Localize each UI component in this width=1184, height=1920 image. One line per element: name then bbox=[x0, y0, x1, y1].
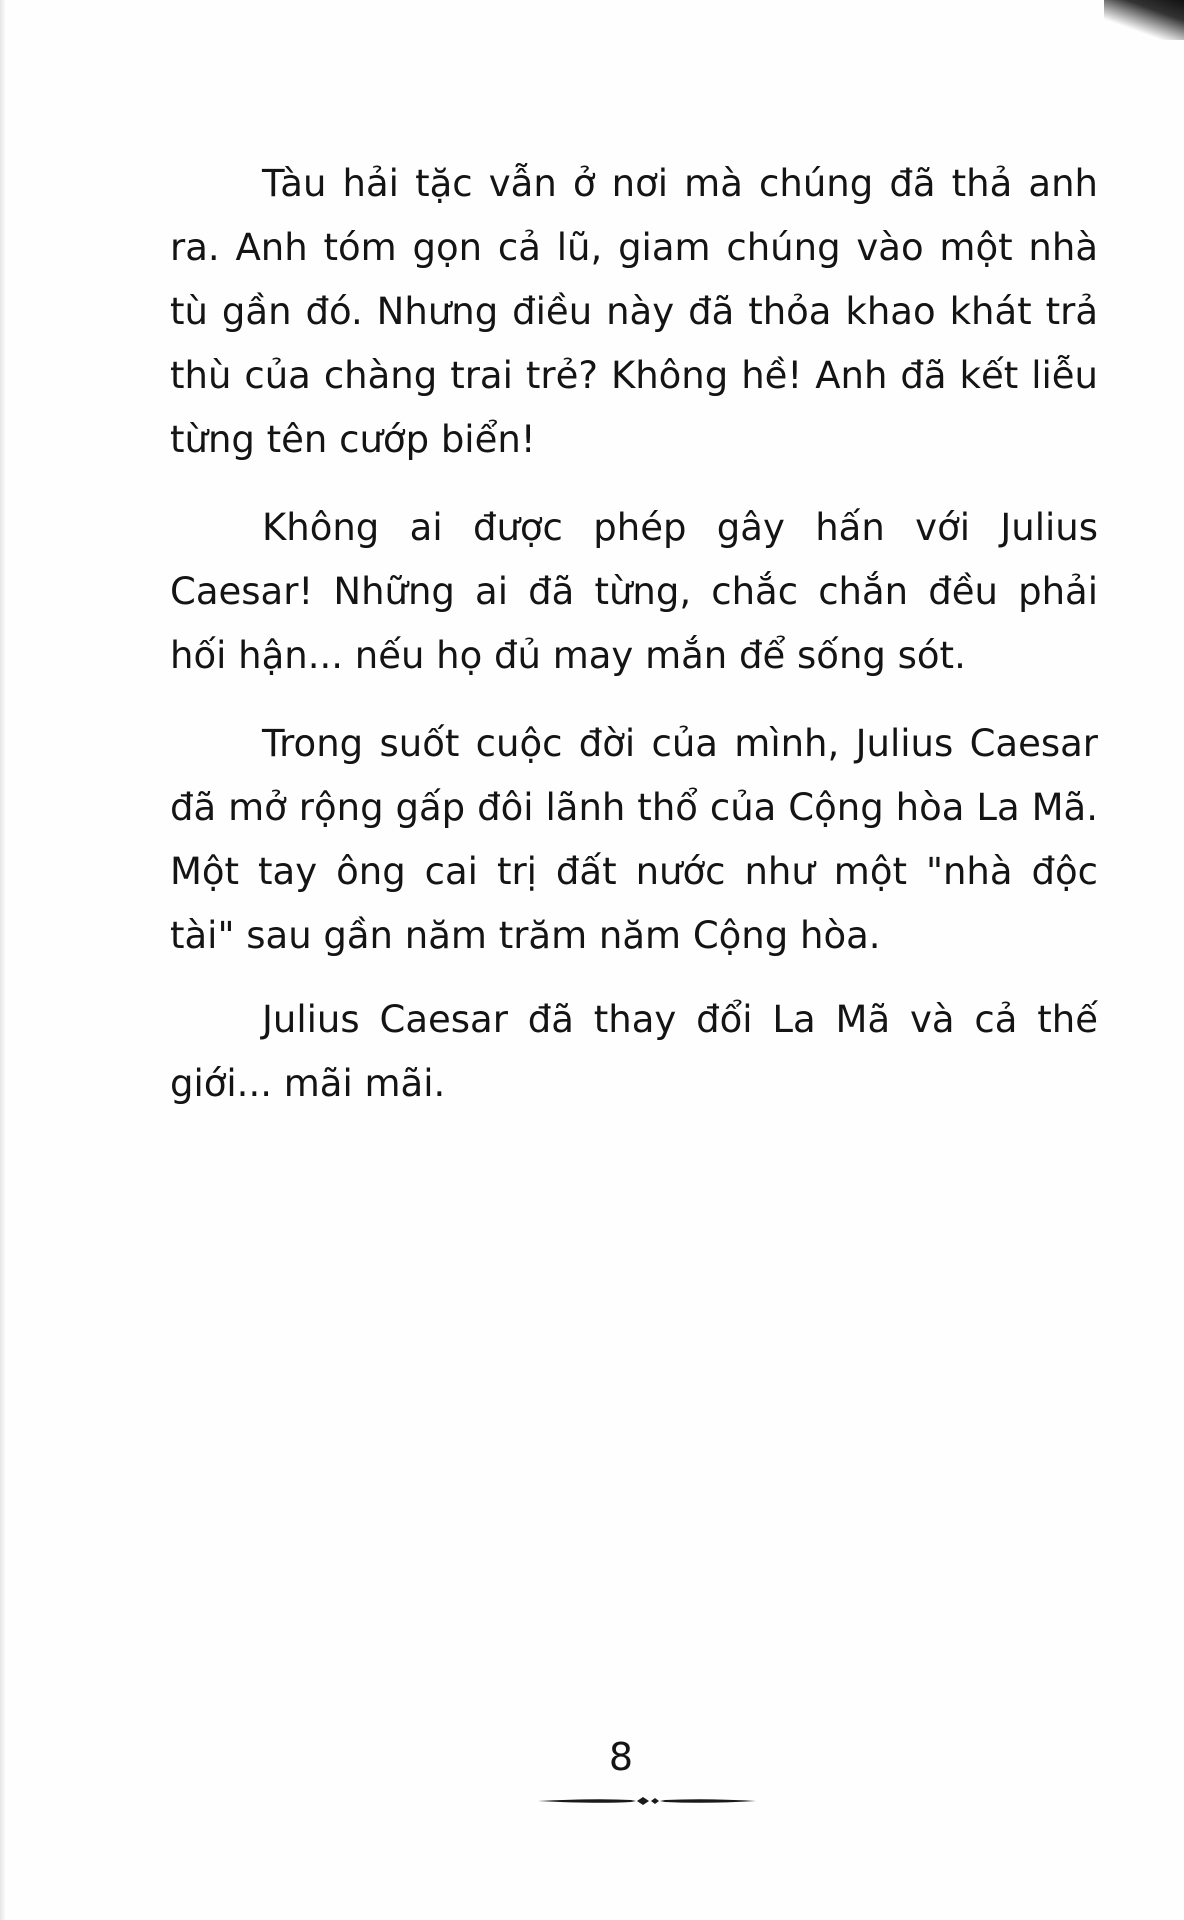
page-number bbox=[0, 1735, 1184, 1779]
page-number-label: 8 bbox=[608, 1735, 634, 1779]
scan-edge-shadow bbox=[0, 0, 6, 1920]
paragraph-4: Julius Caesar đã thay đổi La Mã và cả thế giới... mãi mãi. bbox=[170, 998, 1098, 1105]
paragraph-3: Trong suốt cuộc đời của mình, Julius Caesar đã mở rộng gấp đôi lãnh thổ của Cộng hòa La Mã. Một tay ông cai trị đất nước như một "nhà độc tài" sau gần năm trăm năm Cộng hòa. bbox=[170, 722, 1098, 957]
paragraph-1: Tàu hải tặc vẫn ở nơi mà chúng đã thả anh ra. Anh tóm gọn cả lũ, giam chúng vào một nhà tù gần đó. Nhưng điều này đã thỏa khao khát trả thù của chàng trai trẻ? Không hề! Anh đã kết liễu từng tên cướp biển! bbox=[170, 162, 1098, 461]
paragraph-2: Không ai được phép gây hấn với Julius Caesar! Những ai đã từng, chắc chắn đều phải hối hận... nếu họ đủ may mắn để sống sót. bbox=[170, 506, 1098, 677]
page-number-ornament bbox=[536, 1794, 758, 1808]
body-text bbox=[170, 152, 1098, 1140]
scan-corner-shadow bbox=[1104, 0, 1184, 40]
